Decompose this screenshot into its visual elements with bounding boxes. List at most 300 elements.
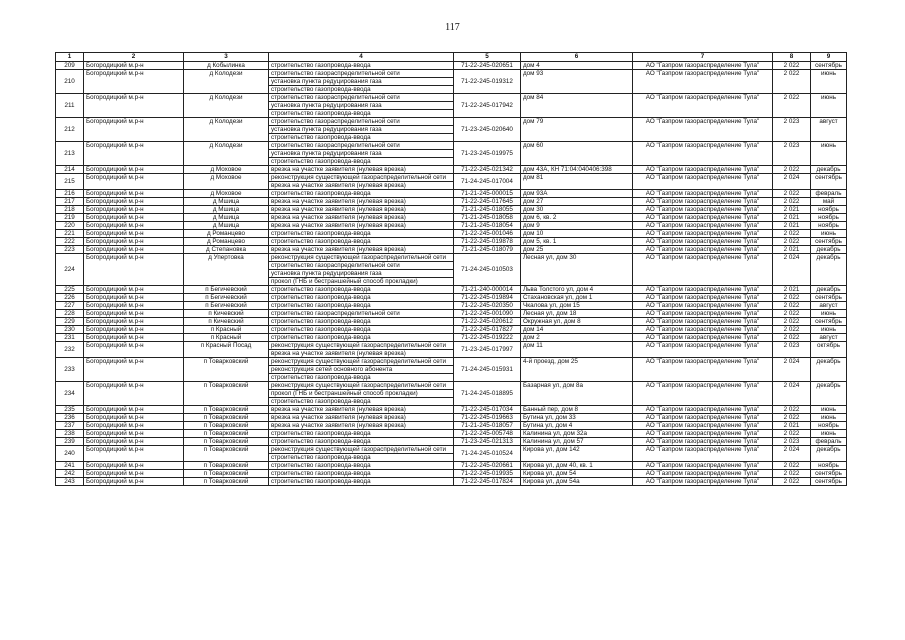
header-cell: 3 bbox=[184, 53, 269, 62]
address-cell: Кирова ул, дом 54а bbox=[521, 478, 633, 486]
year-cell: 2 022 bbox=[773, 198, 811, 206]
row-number-cell: 230 bbox=[56, 326, 84, 334]
work-item: строительство газопровода-ввода bbox=[271, 398, 371, 405]
work-item: строительство газопровода-ввода bbox=[271, 454, 371, 461]
table-row bbox=[56, 382, 847, 406]
table-row bbox=[56, 334, 847, 342]
row-number-cell: 223 bbox=[56, 246, 84, 254]
work-item: строительство газопровода-ввода bbox=[271, 110, 371, 117]
month-cell: июнь bbox=[811, 414, 847, 422]
district-cell: Богородицкий м.р-н bbox=[84, 462, 184, 470]
locality-cell: д Колодези bbox=[184, 70, 269, 94]
work-item: строительство газопровода-ввода bbox=[271, 158, 371, 165]
works-cell bbox=[269, 422, 454, 430]
table-row bbox=[56, 142, 847, 166]
month-cell: декабрь bbox=[811, 446, 847, 462]
address-cell: дом 11 bbox=[521, 342, 633, 358]
work-item: строительство газораспределительной сети bbox=[269, 70, 453, 78]
organization-cell: АО "Газпром газораспределение Тула" bbox=[633, 438, 773, 446]
row-number-cell: 222 bbox=[56, 238, 84, 246]
table-row bbox=[56, 342, 847, 358]
works-cell bbox=[269, 214, 454, 222]
district-cell: Богородицкий м.р-н bbox=[84, 222, 184, 230]
row-number-cell: 231 bbox=[56, 334, 84, 342]
address-cell: Чкалова ул, дом 15 bbox=[521, 302, 633, 310]
organization-cell: АО "Газпром газораспределение Тула" bbox=[633, 294, 773, 302]
locality-cell: д Колодези bbox=[184, 142, 269, 166]
works-cell bbox=[269, 222, 454, 230]
work-item: реконструкция существующей газораспределительной сети bbox=[269, 342, 453, 350]
year-cell: 2 021 bbox=[773, 246, 811, 254]
work-item: строительство газопровода-ввода bbox=[271, 286, 371, 293]
row-number-cell: 210 bbox=[56, 70, 84, 94]
works-cell bbox=[269, 406, 454, 414]
object-code-cell: 71-22-245-017942 bbox=[454, 94, 521, 118]
locality-cell: д Упертовка bbox=[184, 254, 269, 286]
address-cell: дом 84 bbox=[521, 94, 633, 118]
row-number-cell: 239 bbox=[56, 438, 84, 446]
work-item: реконструкция существующей газораспределительной сети bbox=[269, 382, 453, 390]
works-cell bbox=[269, 174, 454, 190]
works-cell bbox=[269, 430, 454, 438]
header-cell: 5 bbox=[454, 53, 521, 62]
locality-cell: д Кобылинка bbox=[184, 62, 269, 70]
row-number-cell: 235 bbox=[56, 406, 84, 414]
works-cell bbox=[269, 206, 454, 214]
year-cell: 2 024 bbox=[773, 254, 811, 286]
year-cell: 2 021 bbox=[773, 286, 811, 294]
works-cell bbox=[269, 238, 454, 246]
table-row bbox=[56, 198, 847, 206]
row-number-cell: 237 bbox=[56, 422, 84, 430]
organization-cell: АО "Газпром газораспределение Тула" bbox=[633, 62, 773, 70]
locality-cell: п Бегичевский bbox=[184, 302, 269, 310]
table-row bbox=[56, 310, 847, 318]
table-row bbox=[56, 462, 847, 470]
work-item: врезка на участке заявителя (нулевая врезка) bbox=[271, 350, 406, 357]
work-item: врезка на участке заявителя (нулевая врезка) bbox=[271, 182, 406, 189]
row-number-cell: 219 bbox=[56, 214, 84, 222]
month-cell: сентябрь bbox=[811, 238, 847, 246]
works-cell bbox=[269, 118, 454, 142]
district-cell: Богородицкий м.р-н bbox=[84, 238, 184, 246]
locality-cell: д Романцево bbox=[184, 230, 269, 238]
month-cell: декабрь bbox=[811, 286, 847, 294]
object-code-cell: 71-22-245-017034 bbox=[454, 406, 521, 414]
works-cell bbox=[269, 382, 454, 406]
address-cell: Кирова ул, дом 40, кв. 1 bbox=[521, 462, 633, 470]
district-cell: Богородицкий м.р-н bbox=[84, 382, 184, 406]
address-cell: дом 9 bbox=[521, 222, 633, 230]
year-cell: 2 022 bbox=[773, 326, 811, 334]
work-item: строительство газораспределительной сети bbox=[269, 118, 453, 126]
object-code-cell: 71-22-245-001046 bbox=[454, 230, 521, 238]
object-code-cell: 71-21-240-000014 bbox=[454, 286, 521, 294]
locality-cell: п Товарковский bbox=[184, 446, 269, 462]
organization-cell: АО "Газпром газораспределение Тула" bbox=[633, 470, 773, 478]
locality-cell: д Колодези bbox=[184, 94, 269, 118]
table-row bbox=[56, 222, 847, 230]
work-item: реконструкция существующей газораспределительной сети bbox=[269, 174, 453, 182]
month-cell: ноябрь bbox=[811, 214, 847, 222]
page-number: 117 bbox=[445, 22, 460, 33]
work-item: врезка на участке заявителя (нулевая врезка) bbox=[271, 166, 406, 173]
address-cell: дом 93А bbox=[521, 190, 633, 198]
object-code-cell: 71-22-245-001090 bbox=[454, 310, 521, 318]
month-cell: июнь bbox=[811, 94, 847, 118]
work-item: строительство газопровода-ввода bbox=[271, 190, 371, 197]
district-cell: Богородицкий м.р-н bbox=[84, 174, 184, 190]
works-cell bbox=[269, 230, 454, 238]
locality-cell: п Красный bbox=[184, 326, 269, 334]
organization-cell: АО "Газпром газораспределение Тула" bbox=[633, 206, 773, 214]
locality-cell: д Моховое bbox=[184, 190, 269, 198]
locality-cell: п Товарковский bbox=[184, 382, 269, 406]
table-row bbox=[56, 94, 847, 118]
district-cell: Богородицкий м.р-н bbox=[84, 478, 184, 486]
works-cell bbox=[269, 246, 454, 254]
month-cell: июнь bbox=[811, 230, 847, 238]
locality-cell: д Колодези bbox=[184, 118, 269, 142]
locality-cell: п Товарковский bbox=[184, 470, 269, 478]
organization-cell: АО "Газпром газораспределение Тула" bbox=[633, 414, 773, 422]
object-code-cell: 71-22-245-017827 bbox=[454, 326, 521, 334]
year-cell: 2 022 bbox=[773, 470, 811, 478]
table-row bbox=[56, 302, 847, 310]
object-code-cell: 71-22-245-020350 bbox=[454, 302, 521, 310]
locality-cell: п Товарковский bbox=[184, 430, 269, 438]
organization-cell: АО "Газпром газораспределение Тула" bbox=[633, 198, 773, 206]
organization-cell: АО "Газпром газораспределение Тула" bbox=[633, 174, 773, 190]
year-cell: 2 024 bbox=[773, 174, 811, 190]
locality-cell: д Моховое bbox=[184, 166, 269, 174]
work-item: установка пункта редуцирования газа bbox=[269, 270, 453, 278]
year-cell: 2 022 bbox=[773, 414, 811, 422]
organization-cell: АО "Газпром газораспределение Тула" bbox=[633, 302, 773, 310]
work-item: установка пункта редуцирования газа bbox=[269, 126, 453, 134]
work-item: строительство газопровода-ввода bbox=[271, 374, 371, 381]
works-cell bbox=[269, 70, 454, 94]
works-cell bbox=[269, 310, 454, 318]
organization-cell: АО "Газпром газораспределение Тула" bbox=[633, 446, 773, 462]
object-code-cell: 71-21-245-018054 bbox=[454, 222, 521, 230]
work-item: строительство газопровода-ввода bbox=[271, 230, 371, 237]
year-cell: 2 023 bbox=[773, 118, 811, 142]
works-cell bbox=[269, 286, 454, 294]
row-number-cell: 221 bbox=[56, 230, 84, 238]
address-cell: 4-й проезд, дом 25 bbox=[521, 358, 633, 382]
month-cell: август bbox=[811, 302, 847, 310]
header-cell: 7 bbox=[633, 53, 773, 62]
address-cell: Банный пер, дом 8 bbox=[521, 406, 633, 414]
year-cell: 2 022 bbox=[773, 430, 811, 438]
organization-cell: АО "Газпром газораспределение Тула" bbox=[633, 406, 773, 414]
address-cell: дом 25 bbox=[521, 246, 633, 254]
work-item: реконструкция существующей газораспределительной сети bbox=[269, 254, 453, 262]
address-cell: дом 14 bbox=[521, 326, 633, 334]
work-item: строительство газопровода-ввода bbox=[271, 326, 371, 333]
month-cell: декабрь bbox=[811, 358, 847, 382]
work-item: строительство газопровода-ввода bbox=[271, 478, 371, 485]
table-row bbox=[56, 478, 847, 486]
work-item: установка пункта редуцирования газа bbox=[269, 78, 453, 86]
organization-cell: АО "Газпром газораспределение Тула" bbox=[633, 334, 773, 342]
header-cell: 6 bbox=[521, 53, 633, 62]
district-cell: Богородицкий м.р-н bbox=[84, 246, 184, 254]
object-code-cell: 71-23-245-017997 bbox=[454, 342, 521, 358]
year-cell: 2 022 bbox=[773, 310, 811, 318]
object-code-cell: 71-21-245-018079 bbox=[454, 246, 521, 254]
row-number-cell: 226 bbox=[56, 294, 84, 302]
month-cell: май bbox=[811, 198, 847, 206]
works-cell bbox=[269, 446, 454, 462]
object-code-cell: 71-22-245-019312 bbox=[454, 70, 521, 94]
object-code-cell: 71-22-245-005748 bbox=[454, 430, 521, 438]
header-cell: 4 bbox=[269, 53, 454, 62]
organization-cell: АО "Газпром газораспределение Тула" bbox=[633, 230, 773, 238]
row-number-cell: 224 bbox=[56, 254, 84, 286]
work-item: реконструкция существующей газораспределительной сети bbox=[269, 358, 453, 366]
organization-cell: АО "Газпром газораспределение Тула" bbox=[633, 246, 773, 254]
address-cell: дом 60 bbox=[521, 142, 633, 166]
locality-cell: д Мшица bbox=[184, 206, 269, 214]
locality-cell: д Моховое bbox=[184, 174, 269, 190]
month-cell: июнь bbox=[811, 310, 847, 318]
object-code-cell: 71-24-245-010503 bbox=[454, 254, 521, 286]
organization-cell: АО "Газпром газораспределение Тула" bbox=[633, 310, 773, 318]
object-code-cell: 71-22-245-019222 bbox=[454, 334, 521, 342]
table-row bbox=[56, 358, 847, 382]
district-cell: Богородицкий м.р-н bbox=[84, 286, 184, 294]
header-cell: 9 bbox=[811, 53, 847, 62]
header-cell: 1 bbox=[56, 53, 84, 62]
object-code-cell: 71-22-245-017824 bbox=[454, 478, 521, 486]
object-code-cell: 71-22-245-020612 bbox=[454, 318, 521, 326]
district-cell: Богородицкий м.р-н bbox=[84, 118, 184, 142]
month-cell: февраль bbox=[811, 438, 847, 446]
address-cell: дом 4 bbox=[521, 62, 633, 70]
works-cell bbox=[269, 438, 454, 446]
district-cell: Богородицкий м.р-н bbox=[84, 302, 184, 310]
row-number-cell: 213 bbox=[56, 142, 84, 166]
table-row bbox=[56, 118, 847, 142]
work-item: врезка на участке заявителя (нулевая врезка) bbox=[271, 414, 406, 421]
row-number-cell: 234 bbox=[56, 382, 84, 406]
month-cell: ноябрь bbox=[811, 206, 847, 214]
organization-cell: АО "Газпром газораспределение Тула" bbox=[633, 382, 773, 406]
locality-cell: д Мшица bbox=[184, 214, 269, 222]
year-cell: 2 022 bbox=[773, 334, 811, 342]
works-cell bbox=[269, 254, 454, 286]
table-row bbox=[56, 294, 847, 302]
row-number-cell: 217 bbox=[56, 198, 84, 206]
works-cell bbox=[269, 342, 454, 358]
year-cell: 2 023 bbox=[773, 142, 811, 166]
work-item: врезка на участке заявителя (нулевая врезка) bbox=[271, 206, 406, 213]
month-cell: декабрь bbox=[811, 166, 847, 174]
district-cell: Богородицкий м.р-н bbox=[84, 422, 184, 430]
month-cell: ноябрь bbox=[811, 222, 847, 230]
header-row bbox=[56, 53, 847, 62]
year-cell: 2 022 bbox=[773, 190, 811, 198]
month-cell: июнь bbox=[811, 430, 847, 438]
organization-cell: АО "Газпром газораспределение Тула" bbox=[633, 222, 773, 230]
work-item: строительство газопровода-ввода bbox=[271, 86, 371, 93]
table-row bbox=[56, 62, 847, 70]
locality-cell: п Бегичевский bbox=[184, 294, 269, 302]
locality-cell: п Товарковский bbox=[184, 358, 269, 382]
table-row bbox=[56, 446, 847, 462]
locality-cell: п Товарковский bbox=[184, 438, 269, 446]
works-cell bbox=[269, 62, 454, 70]
plan-table bbox=[55, 52, 847, 486]
row-number-cell: 215 bbox=[56, 174, 84, 190]
table-row bbox=[56, 230, 847, 238]
organization-cell: АО "Газпром газораспределение Тула" bbox=[633, 238, 773, 246]
work-item: врезка на участке заявителя (нулевая врезка) bbox=[271, 422, 406, 429]
month-cell: сентябрь bbox=[811, 174, 847, 190]
year-cell: 2 021 bbox=[773, 214, 811, 222]
object-code-cell: 71-22-245-017645 bbox=[454, 198, 521, 206]
table-row bbox=[56, 206, 847, 214]
month-cell: декабрь bbox=[811, 246, 847, 254]
month-cell: ноябрь bbox=[811, 462, 847, 470]
address-cell: Калинина ул, дом 32а bbox=[521, 430, 633, 438]
row-number-cell: 216 bbox=[56, 190, 84, 198]
address-cell: дом 30 bbox=[521, 206, 633, 214]
table-row bbox=[56, 406, 847, 414]
district-cell: Богородицкий м.р-н bbox=[84, 230, 184, 238]
row-number-cell: 229 bbox=[56, 318, 84, 326]
locality-cell: п Кичевский bbox=[184, 318, 269, 326]
object-code-cell: 71-22-245-020651 bbox=[454, 62, 521, 70]
work-item: врезка на участке заявителя (нулевая врезка) bbox=[271, 222, 406, 229]
month-cell: сентябрь bbox=[811, 318, 847, 326]
object-code-cell: 71-22-245-019894 bbox=[454, 294, 521, 302]
district-cell: Богородицкий м.р-н bbox=[84, 470, 184, 478]
row-number-cell: 243 bbox=[56, 478, 84, 486]
month-cell: июнь bbox=[811, 70, 847, 94]
month-cell: август bbox=[811, 334, 847, 342]
works-cell bbox=[269, 358, 454, 382]
month-cell: февраль bbox=[811, 190, 847, 198]
table-row bbox=[56, 326, 847, 334]
work-item: врезка на участке заявителя (нулевая врезка) bbox=[271, 214, 406, 221]
district-cell: Богородицкий м.р-н bbox=[84, 430, 184, 438]
work-item: строительство газопровода-ввода bbox=[271, 134, 371, 141]
row-number-cell: 242 bbox=[56, 470, 84, 478]
district-cell: Богородицкий м.р-н bbox=[84, 446, 184, 462]
address-cell: Льва Толстого ул, дом 4 bbox=[521, 286, 633, 294]
row-number-cell: 209 bbox=[56, 62, 84, 70]
object-code-cell: 71-21-245-018058 bbox=[454, 214, 521, 222]
year-cell: 2 022 bbox=[773, 302, 811, 310]
object-code-cell: 71-24-245-015931 bbox=[454, 358, 521, 382]
table-row bbox=[56, 70, 847, 94]
locality-cell: п Товарковский bbox=[184, 406, 269, 414]
address-cell: дом 2 bbox=[521, 334, 633, 342]
year-cell: 2 022 bbox=[773, 166, 811, 174]
row-number-cell: 240 bbox=[56, 446, 84, 462]
work-item: прокол (ГНБ и бестраншейный способ прокладки) bbox=[269, 390, 453, 398]
locality-cell: п Товарковский bbox=[184, 414, 269, 422]
address-cell: дом 6, кв. 2 bbox=[521, 214, 633, 222]
table-body bbox=[56, 62, 847, 486]
row-number-cell: 220 bbox=[56, 222, 84, 230]
organization-cell: АО "Газпром газораспределение Тула" bbox=[633, 318, 773, 326]
district-cell: Богородицкий м.р-н bbox=[84, 318, 184, 326]
locality-cell: д Степановка bbox=[184, 246, 269, 254]
row-number-cell: 218 bbox=[56, 206, 84, 214]
district-cell: Богородицкий м.р-н bbox=[84, 334, 184, 342]
locality-cell: п Красный bbox=[184, 334, 269, 342]
district-cell: Богородицкий м.р-н bbox=[84, 294, 184, 302]
row-number-cell: 236 bbox=[56, 414, 84, 422]
row-number-cell: 241 bbox=[56, 462, 84, 470]
locality-cell: д Мшица bbox=[184, 198, 269, 206]
district-cell: Богородицкий м.р-н bbox=[84, 142, 184, 166]
address-cell: дом 93 bbox=[521, 70, 633, 94]
address-cell: Калинина ул, дом 57 bbox=[521, 438, 633, 446]
year-cell: 2 022 bbox=[773, 238, 811, 246]
district-cell: Богородицкий м.р-н bbox=[84, 94, 184, 118]
work-item: реконструкция существующей газораспределительной сети bbox=[269, 446, 453, 454]
locality-cell: д Романцево bbox=[184, 238, 269, 246]
year-cell: 2 022 bbox=[773, 318, 811, 326]
work-item: строительство газораспределительной сети bbox=[269, 262, 453, 270]
object-code-cell: 71-24-245-018895 bbox=[454, 382, 521, 406]
work-item: строительство газопровода-ввода bbox=[271, 470, 371, 477]
table-row bbox=[56, 430, 847, 438]
row-number-cell: 232 bbox=[56, 342, 84, 358]
work-item: строительство газопровода-ввода bbox=[271, 294, 371, 301]
row-number-cell: 214 bbox=[56, 166, 84, 174]
works-cell bbox=[269, 470, 454, 478]
work-item: строительство газопровода-ввода bbox=[271, 438, 371, 445]
organization-cell: АО "Газпром газораспределение Тула" bbox=[633, 358, 773, 382]
locality-cell: п Товарковский bbox=[184, 478, 269, 486]
year-cell: 2 022 bbox=[773, 294, 811, 302]
row-number-cell: 211 bbox=[56, 94, 84, 118]
locality-cell: п Красный Посад bbox=[184, 342, 269, 358]
district-cell: Богородицкий м.р-н bbox=[84, 342, 184, 358]
works-cell bbox=[269, 326, 454, 334]
organization-cell: АО "Газпром газораспределение Тула" bbox=[633, 70, 773, 94]
address-cell: Окружная ул, дом 8 bbox=[521, 318, 633, 326]
district-cell: Богородицкий м.р-н bbox=[84, 414, 184, 422]
year-cell: 2 023 bbox=[773, 438, 811, 446]
month-cell: сентябрь bbox=[811, 294, 847, 302]
table-row bbox=[56, 166, 847, 174]
work-item: строительство газораспределительной сети bbox=[269, 142, 453, 150]
year-cell: 2 022 bbox=[773, 406, 811, 414]
organization-cell: АО "Газпром газораспределение Тула" bbox=[633, 166, 773, 174]
table-row bbox=[56, 214, 847, 222]
work-item: установка пункта редуцирования газа bbox=[269, 150, 453, 158]
address-cell: дом 43А, КН 71:04:040406:398 bbox=[521, 166, 633, 174]
address-cell: Бутина ул, дом 4 bbox=[521, 422, 633, 430]
work-item: строительство газопровода-ввода bbox=[271, 430, 371, 437]
organization-cell: АО "Газпром газораспределение Тула" bbox=[633, 478, 773, 486]
work-item: строительство газопровода-ввода bbox=[271, 302, 371, 309]
district-cell: Богородицкий м.р-н bbox=[84, 70, 184, 94]
object-code-cell: 71-22-245-019663 bbox=[454, 414, 521, 422]
month-cell: ноябрь bbox=[811, 422, 847, 430]
object-code-cell: 71-21-245-018057 bbox=[454, 422, 521, 430]
address-cell: Стахановская ул, дом 1 bbox=[521, 294, 633, 302]
object-code-cell: 71-23-245-020640 bbox=[454, 118, 521, 142]
district-cell: Богородицкий м.р-н bbox=[84, 358, 184, 382]
